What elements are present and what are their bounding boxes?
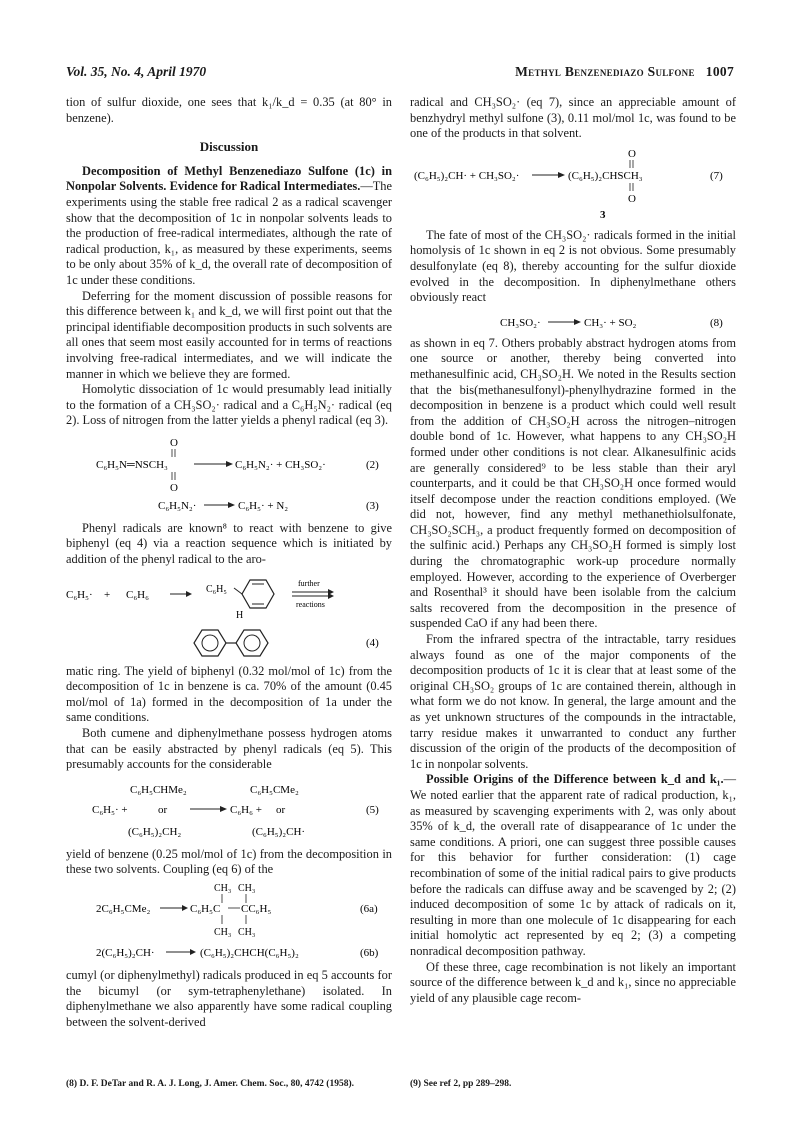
eq5-cumene: C₆H₅CHMe₂ — [130, 783, 187, 796]
eq4-reactions: reactions — [296, 599, 325, 609]
paragraph: From the infrared spectra of the intractable, tarry residues always found as one of the major components of the decomposition products of 1c it is clear that at least some of the original CH₃SO₂ groups of 1c are contained therein, although in what form we do not know. In general, the large amount and the as yet unknown structures of the compounds in the intractable, tarry residue makes it unwarranted to conduct any further discussion of the origin of the products of the decomposition of 1c in nonpolar solvents. — [410, 632, 736, 771]
paragraph: The fate of most of the CH₃SO₂· radicals formed in the initial homolysis of 1c shown in eq 2 is not obvious. Some presumably desulfonylate (eq 8), thereby accounting for the sulfur dioxide evolved in the decomposition. In diphenylmethane others obviously react — [410, 227, 736, 305]
eq5-or: or — [276, 803, 286, 816]
paragraph: matic ring. The yield of biphenyl (0.32 mol/mol of 1c) from the decomposition of 1c in benzene is ca. 70% of the amount (0.45 mol/mol of 1a) formed in the decomposition of 1a under the same conditions. — [66, 663, 392, 725]
equation-2 — [66, 435, 392, 493]
eq3-reactant: C₆H₅N₂· — [158, 499, 197, 512]
eq7-oxygen-top: O — [628, 147, 636, 160]
section-heading: Discussion — [199, 139, 259, 155]
eq6a-methyl: CH₃ — [214, 927, 232, 938]
equation-7 — [410, 146, 736, 222]
running-title: Methyl Benzenediazo Sulfone 1007 — [515, 64, 734, 79]
eq6b-number: (6b) — [360, 947, 379, 959]
paragraph: Phenyl radicals are known⁸ to react with benzene to give biphenyl (eq 4) via a reaction sequence which is initiated by addition of the phenyl radical to the aro- — [66, 520, 392, 567]
eq4-benzene: C₆H₆ — [126, 588, 149, 601]
paragraph: yield of benzene (0.25 mol/mol of 1c) from the decomposition in these two solvents. Coupling (eq 6) of the — [66, 846, 392, 877]
equation-6a — [66, 880, 392, 938]
left-column — [66, 95, 392, 1030]
paragraph: Possible Origins of the Difference between k_d and k₁.—We noted earlier that the apparent rate of radical production, k₁, as measured by scavenging experiments with 2, was only about 35% of k_d, the overall rate of disappearance of 1c under the same conditions. A priori, one can suggest three possible causes for this behavior for further consideration: (1) cage recombination of some of the initial radical pairs to give products before the radicals can diffuse away and be scavenged by 2; (2) induced decomposition of some 1c by attack of radicals on it, resulting in more than one molecule of 1c disappearing for each initial homolytic act represented by eq 2; (3) a competing nonradical decomposition pathway. — [410, 772, 736, 958]
eq4-further: further — [298, 578, 320, 588]
eq6a-bicumyl-right: CC₆H₅ — [241, 903, 272, 915]
paragraph: Both cumene and diphenylmethane possess hydrogen atoms that can be easily abstracted by phenyl radicals (eq 5). This presumably accounts for the considerable — [66, 726, 392, 772]
paragraph: cumyl (or diphenylmethyl) radicals produced in eq 5 accounts for the bicumyl (or sym-tetraphenylethane) isolated. In diphenylmethane we also apparently have some radical coupling between the solvent-derived — [66, 968, 392, 1029]
footnote-9: (9) See ref 2, pp 289–298. — [410, 1079, 512, 1089]
eq2-oxygen-bottom: O — [170, 481, 178, 493]
eq4-number: (4) — [366, 636, 379, 649]
journal-volume: Vol. 35, No. 4, April 1970 — [66, 64, 207, 79]
running-header — [66, 64, 734, 84]
eq4-substituent: C₆H₅ — [206, 583, 227, 595]
paragraph: Of these three, cage recombination is not likely an important source of the difference between k_d and k₁, since no appreciable yield of any plausible cage recom- — [410, 959, 736, 1005]
page-number: 1007 — [705, 64, 734, 79]
equation-6b — [66, 942, 392, 962]
eq7-reactants: (C₆H₅)₂CH· + CH₃SO₂· — [414, 169, 520, 182]
eq7-oxygen-bottom: O — [628, 192, 636, 205]
eq6a-methyl: CH₃ — [214, 883, 232, 894]
eq5-diphenylmethane: (C₆H₅)₂CH₂ — [128, 825, 182, 838]
cyclohexadienyl-ring-icon — [234, 580, 274, 608]
eq5-number: (5) — [366, 803, 379, 816]
paragraph: Decomposition of Methyl Benzenediazo Sulfone (1c) in Nonpolar Solvents. Evidence for Radical Intermediates.—The experiments using the stable free radical 2 as a radical scavenger show that the decomposition of 1c in nonpolar solvents leads to the production of free-radical intermediates, although the rate of radical production, k₁, as measured by these experiments, seems to be only about 35% of k_d, the overall rate of decomposition of 1c under these conditions. — [66, 163, 392, 287]
eq3-number: (3) — [366, 499, 379, 512]
eq2-products: C₆H₅N₂· + CH₃SO₂· — [235, 458, 326, 471]
eq2-reactant: C₆H₅N═NSCH₃ — [96, 458, 168, 471]
paragraph: tion of sulfur dioxide, one sees that k₁/k_d = 0.35 (at 80° in benzene). — [66, 95, 392, 125]
right-column — [410, 95, 736, 1006]
paragraph: Deferring for the moment discussion of possible reasons for this difference between k₁ and k_d, we will first point out that the principal identifiable decomposition products in such solvents are all ones that seem most easily accounted for in terms of reactions involving free-radical intermediates, and we will indicate the manner in which we believe they are formed. — [66, 288, 392, 381]
paragraph: radical and CH₃SO₂· (eq 7), since an appreciable amount of benzhydryl methyl sulfone (3), 0.11 mol/mol 1c, was found to be one of the products in that solvent. — [410, 95, 736, 141]
equation-3 — [66, 495, 392, 515]
eq7-number: (7) — [710, 169, 723, 182]
eq5-or: or — [158, 803, 168, 816]
eq5-phenyl: C₆H₅· + — [92, 803, 128, 816]
equation-4 — [66, 572, 392, 660]
footnote-8: (8) D. F. DeTar and R. A. J. Long, J. Amer. Chem. Soc., 80, 4742 (1958). — [66, 1079, 355, 1089]
eq5-cumyl: C₆H₅CMe₂ — [250, 783, 299, 796]
eq4-plus: + — [104, 588, 111, 601]
eq6a-reactant: 2C₆H₅CMe₂ — [96, 903, 151, 915]
eq6a-methyl: CH₃ — [238, 927, 256, 938]
eq4-phenyl-radical: C₆H₅· — [66, 588, 93, 601]
eq6a-number: (6a) — [360, 903, 378, 915]
paragraph: as shown in eq 7. Others probably abstract hydrogen atoms from one source or another, thereby being converted into methanesulfinic acid, CH₃SO₂H. We noted in the Results section that the bis(methanesulfonyl)-phenylhydrazine formed in the decomposition in benzene is a product which could well result from the addition of CH₃SO₂H across the nitrogen–nitrogen double bond of 1c. However, what happens to any CH₃SO₂H formed under other conditions is not clear. Alkanesulfinic acids are generally considered⁹ to be less stable than their aryl counterparts, and it could be that CH₃SO₂H once formed would itself decompose under the reaction conditions employed. (We did not, however, find any methyl methanethiolsulfonate, CH₃SO₂SCH₃, a product frequently formed on decomposition of the sulfinic acid.) Perhaps any CH₃SO₂H formed is simply lost during the chromatographic work-up procedure normally employed. However, according to the experience of Overberger and Rosenthal³ it should have been isolable from the calcium salts recovered from the decomposition in the presence of suspended CaO if any had been there. — [410, 335, 736, 631]
equation-8 — [410, 312, 736, 332]
eq8-reactant: CH₃SO₂· — [500, 316, 541, 329]
eq6a-methyl: CH₃ — [238, 883, 256, 894]
compound-label: 3 — [600, 208, 606, 221]
eq5-benzene: C₆H₆ + — [230, 803, 262, 816]
eq6a-bicumyl-left: C₆H₅C — [190, 903, 221, 915]
run-in-heading: Decomposition of Methyl Benzenediazo Sulfone (1c) in Nonpolar Solvents. Evidence for Radical Intermediates. — [66, 163, 392, 194]
eq8-number: (8) — [710, 316, 723, 329]
eq6b-reactant: 2(C₆H₅)₂CH· — [96, 947, 155, 959]
eq4-hydrogen: H — [236, 609, 244, 621]
eq2-number: (2) — [366, 458, 379, 471]
eq5-diphenylmethyl: (C₆H₅)₂CH· — [252, 825, 306, 838]
equation-5 — [66, 781, 392, 843]
eq2-oxygen-top: O — [170, 436, 178, 449]
eq6b-product: (C₆H₅)₂CHCH(C₆H₅)₂ — [200, 947, 299, 959]
eq8-products: CH₃· + SO₂ — [584, 316, 637, 329]
eq7-product: (C₆H₅)₂CHSCH₃ — [568, 169, 643, 182]
paragraph: Homolytic dissociation of 1c would presumably lead initially to the formation of a CH₃SO₂· radical and a C₆H₅N₂· radical (eq 2). Loss of nitrogen from the latter yields a phenyl radical (eq 3). — [66, 382, 392, 428]
biphenyl-icon — [194, 630, 268, 656]
run-in-heading: Possible Origins of the Difference between k_d and k₁. — [426, 772, 724, 787]
eq3-products: C₆H₅· + N₂ — [238, 499, 289, 512]
